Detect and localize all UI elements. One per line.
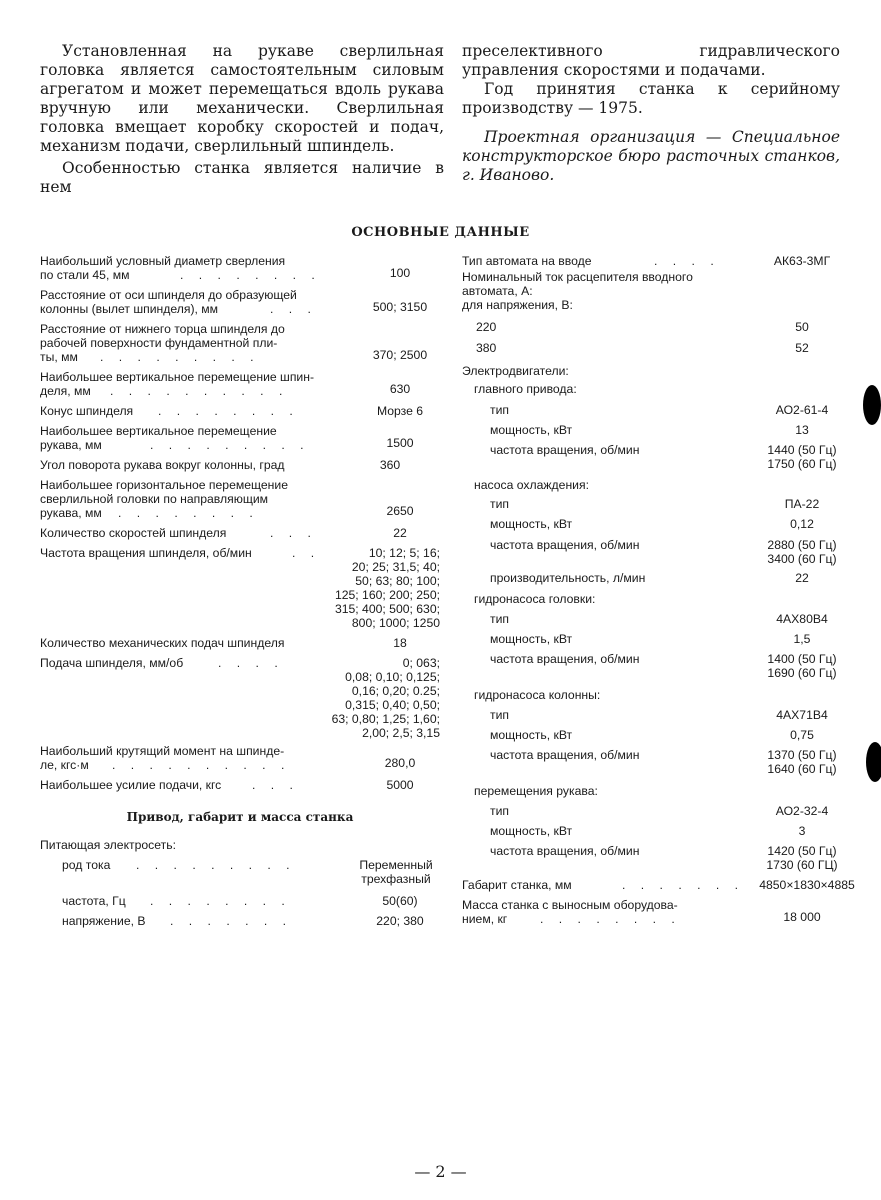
spec-label: Номинальный ток расцепителя вводного автомата, А: для напряжения, В: (462, 270, 693, 312)
intro-paragraph: преселективного гидравлического управления скоростями и подачами. (462, 42, 840, 79)
spec-label: Конус шпинделя (40, 404, 134, 418)
intro-right-column (462, 42, 840, 185)
spec-label: 380 (476, 341, 497, 355)
intro-paragraph: Год принятия станка к серийному производству — 1975. (462, 80, 840, 117)
spec-label: Наибольший условный диаметр сверления по стали 45, мм (40, 254, 286, 282)
spec-label: частота вращения, об/мин (490, 748, 640, 762)
spec-label: Подача шпинделя, мм/об (40, 656, 184, 670)
spec-value: 2880 (50 Гц) 3400 (60 Гц) (767, 538, 837, 566)
spec-value: 18 (393, 636, 407, 650)
left-spec-column (40, 254, 440, 954)
spec-value: 2650 (386, 504, 414, 518)
spec-value: 13 (795, 423, 809, 437)
leader-dots: . . . . (218, 656, 284, 670)
spec-label: производительность, л/мин (490, 571, 646, 585)
spec-label: тип (490, 497, 509, 511)
spec-label: Количество скоростей шпинделя (40, 526, 227, 540)
spec-label: мощность, кВт (490, 824, 573, 838)
intro-paragraph: Установленная на рукаве сверлильная головка является самостоятельным силовым агрегатом и может перемещаться вдоль рукава вручную или механически. Сверлильная головка вмещает коробку скоростей и подач, механизм подачи, сверлильный шпиндель. (40, 42, 444, 155)
leader-dots: . . . . . . . . (150, 894, 291, 908)
spec-value: ПА-22 (784, 497, 820, 511)
leader-dots: . . (292, 546, 321, 560)
spec-value: АО2-61-4 (775, 403, 829, 417)
spec-label: Расстояние от оси шпинделя до образующей колонны (вылет шпинделя), мм (40, 288, 297, 316)
leader-dots: . . . . . . . . . (100, 350, 260, 364)
spec-label: Тип автомата на вводе (462, 254, 592, 268)
spec-label: тип (490, 708, 509, 722)
spec-label: Частота вращения шпинделя, об/мин (40, 546, 252, 560)
spec-label: тип (490, 403, 509, 417)
spec-value: 10; 12; 5; 16; 20; 25; 31,5; 40; 50; 63; 80; 100; 125; 160; 200; 250; 315; 400; 500; 630; 800; 1000; 1250 (334, 546, 440, 630)
spec-value: 5000 (386, 778, 414, 792)
spec-label: частота, Гц (62, 894, 126, 908)
spec-value: 1500 (386, 436, 414, 450)
leader-dots: . . . . . . . . (118, 506, 259, 520)
main-data-heading: ОСНОВНЫЕ ДАННЫЕ (351, 225, 530, 240)
spec-value: АК63-3МГ (773, 254, 831, 268)
spec-label: 220 (476, 320, 497, 334)
binder-hole-mark (866, 742, 881, 782)
spec-label: Расстояние от нижнего торца шпинделя до рабочей поверхности фундаментной пли- ты, мм (40, 322, 285, 364)
spec-value: 3 (798, 824, 806, 838)
leader-dots: . . . (252, 778, 299, 792)
spec-value: 4850×1830×4885 (759, 878, 855, 892)
spec-label: тип (490, 804, 509, 818)
spec-value: 0; 063; 0,08; 0,10; 0,125; 0,16; 0,20; 0.25; 0,315; 0,40; 0,50; 63; 0,80; 1,25; 1,60; 2,00; 2,5; 3,15 (331, 656, 440, 740)
spec-label: Угол поворота рукава вокруг колонны, град (40, 458, 285, 472)
spec-label: частота вращения, об/мин (490, 652, 640, 666)
spec-label: Наибольшее вертикальное перемещение шпин- деля, мм (40, 370, 315, 398)
spec-value: Переменный трехфазный (359, 858, 433, 886)
spec-value: 1,5 (793, 632, 811, 646)
design-organization: Проектная организация — Специальное конструкторское бюро расточных станков, г. Иваново. (462, 128, 840, 184)
spec-label: Наибольшее усилие подачи, кгс (40, 778, 222, 792)
spec-value: 360 (379, 458, 401, 472)
spec-label: напряжение, В (62, 914, 146, 928)
spec-label: частота вращения, об/мин (490, 443, 640, 457)
spec-label: тип (490, 612, 509, 626)
motors-title: Электродвигатели: (462, 364, 569, 378)
leader-dots: . . . . . . . . . . (112, 758, 291, 772)
spec-value: 500; 3150 (372, 300, 428, 314)
spec-value: 4АХ71В4 (776, 708, 828, 722)
spec-value: 50(60) (382, 894, 418, 908)
spec-label: мощность, кВт (490, 632, 573, 646)
spec-label: мощность, кВт (490, 423, 573, 437)
spec-value: 280,0 (384, 756, 416, 770)
spec-value: Морзе 6 (376, 404, 424, 418)
spec-label: частота вращения, об/мин (490, 538, 640, 552)
spec-label: род тока (62, 858, 111, 872)
spec-value: 52 (795, 341, 809, 355)
spec-label: Наибольший крутящий момент на шпинде- ле, кгс·м (40, 744, 285, 772)
spec-value: 370; 2500 (372, 348, 428, 362)
spec-value: 100 (389, 266, 411, 280)
leader-dots: . . . . . . . . (158, 404, 299, 418)
drive-dimensions-heading: Привод, габарит и масса станка (126, 810, 354, 824)
intro-left-column (40, 42, 444, 197)
spec-value: 22 (393, 526, 407, 540)
spec-label: Наибольшее вертикальное перемещение рукава, мм (40, 424, 277, 452)
binder-hole-mark (863, 385, 881, 425)
leader-dots: . . . . . . . . (180, 268, 321, 282)
spec-value: 22 (795, 571, 809, 585)
spec-value: 0,75 (790, 728, 814, 742)
spec-label: частота вращения, об/мин (490, 844, 640, 858)
spec-label: мощность, кВт (490, 517, 573, 531)
spec-value: 50 (795, 320, 809, 334)
spec-value: 1400 (50 Гц) 1690 (60 Гц) (767, 652, 837, 680)
leader-dots: . . . . (654, 254, 720, 268)
leader-dots: . . . . . . . (170, 914, 293, 928)
spec-label: Масса станка с выносным оборудова- нием, кг (462, 898, 678, 926)
motor-name: гидронасоса головки: (474, 592, 596, 606)
intro-paragraph: Особенностью станка является наличие в нем (40, 159, 444, 196)
spec-value: 1370 (50 Гц) 1640 (60 Гц) (767, 748, 837, 776)
right-spec-column (462, 254, 872, 954)
motor-name: насоса охлаждения: (474, 478, 589, 492)
leader-dots: . . . . . . . (622, 878, 745, 892)
spec-value: 1440 (50 Гц) 1750 (60 Гц) (767, 443, 837, 471)
spec-value: АО2-32-4 (775, 804, 829, 818)
spec-value: 220; 380 (376, 914, 424, 928)
leader-dots: . . . . . . . . (540, 912, 681, 926)
spec-label: Наибольшее горизонтальное перемещение сверлильной головки по направляющим рукава, мм (40, 478, 288, 520)
leader-dots: . . . . . . . . . . (110, 384, 289, 398)
spec-value: 630 (389, 382, 411, 396)
spec-label: Количество механических подач шпинделя (40, 636, 285, 650)
power-supply-title: Питающая электросеть: (40, 838, 176, 852)
leader-dots: . . . (270, 526, 317, 540)
spec-label: мощность, кВт (490, 728, 573, 742)
spec-label: Габарит станка, мм (462, 878, 572, 892)
spec-value: 4АХ80В4 (776, 612, 828, 626)
motor-name: перемещения рукава: (474, 784, 598, 798)
motor-name: главного привода: (474, 382, 577, 396)
motor-name: гидронасоса колонны: (474, 688, 601, 702)
spec-value: 1420 (50 Гц) 1730 (60 ГЦ) (766, 844, 838, 872)
spec-value: 0,12 (790, 517, 814, 531)
leader-dots: . . . (270, 302, 317, 316)
page-number: — 2 — (414, 1162, 467, 1181)
spec-value: 18 000 (783, 910, 821, 924)
leader-dots: . . . . . . . . . (136, 858, 296, 872)
leader-dots: . . . . . . . . . (150, 438, 310, 452)
